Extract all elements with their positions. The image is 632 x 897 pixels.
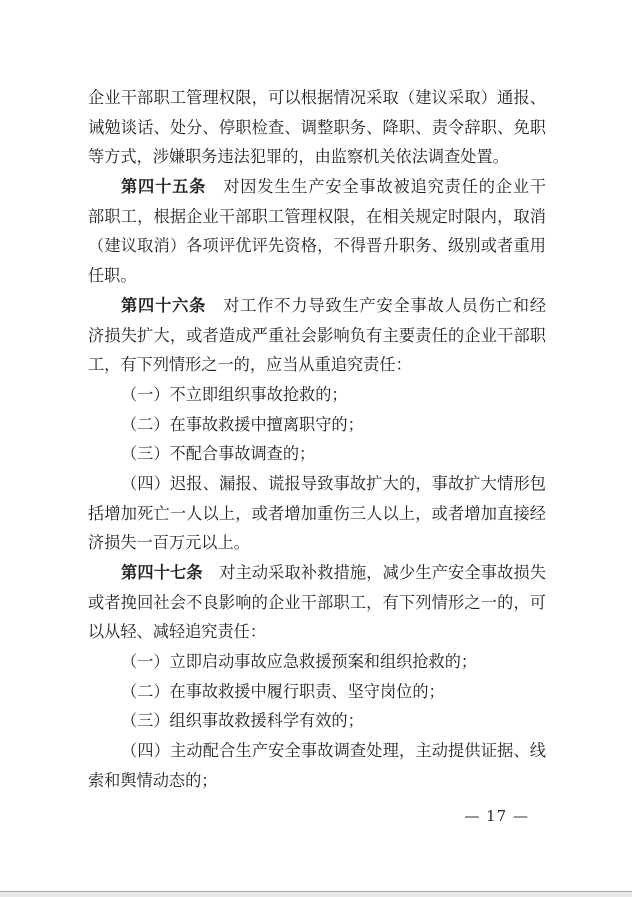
text-line: 部职工，根据企业干部职工管理权限，在相关规定时限内，取消: [88, 206, 546, 226]
text-line: 工，有下列情形之一的，应当从重追究责任：: [88, 355, 412, 375]
text-line: （一）立即启动事故应急救援预案和组织抢救的；: [121, 652, 478, 672]
text-line: （二）在事故救援中擅离职守的；: [121, 414, 364, 434]
text-line: 济损失扩大，或者造成严重社会影响负有主要责任的企业干部职: [88, 325, 546, 345]
text-line: 诫勉谈话、处分、停职检查、调整职务、降职、责令辞职、免职: [88, 117, 546, 137]
text-line: 企业干部职工管理权限，可以根据情况采取（建议采取）通报、: [88, 88, 546, 107]
text-line: （建议取消）各项评优评先资格，不得晋升职务、级别或者重用: [88, 236, 546, 256]
text-line: 括增加死亡一人以上，或者增加重伤三人以上，或者增加直接经: [88, 503, 546, 523]
text-line: 任职。: [88, 266, 137, 286]
article-heading: 第四十六条: [121, 295, 207, 315]
text-line: 济损失一百万元以上。: [88, 533, 250, 553]
text-line: （一）不立即组织事故抢救的；: [121, 384, 348, 404]
text-line: （三）不配合事故调查的；: [121, 444, 316, 464]
text-line: （二）在事故救援中履行职责、坚守岗位的；: [121, 681, 445, 701]
document-text-block: [88, 83, 546, 796]
text-line: 索和舆情动态的；: [88, 770, 218, 790]
text-line: 第四十五条 对因发生生产安全事故被追究责任的企业干: [121, 177, 546, 197]
text-line: （四）主动配合生产安全事故调查处理，主动提供证据、线: [121, 741, 546, 761]
article-heading: 第四十七条: [121, 563, 203, 582]
text-line: （三）组织事故救援科学有效的；: [121, 711, 364, 731]
article-heading: 第四十五条: [121, 177, 207, 197]
text-line: 第四十六条 对工作不力导致生产安全事故人员伤亡和经: [121, 295, 546, 315]
page-number: — 17 —: [464, 807, 529, 825]
text-line: 等方式，涉嫌职务违法犯罪的，由监察机关依法调查处置。: [88, 147, 509, 167]
text-line: 或者挽回社会不良影响的企业干部职工，有下列情形之一的，可: [88, 592, 546, 612]
text-line: 以从轻、减轻追究责任：: [88, 622, 267, 642]
text-line: （四）迟报、漏报、谎报导致事故扩大的，事故扩大情形包: [121, 473, 546, 493]
page-bottom-edge: [0, 891, 632, 897]
text-line: 第四十七条 对主动采取补救措施，减少生产安全事故损失: [121, 563, 546, 582]
